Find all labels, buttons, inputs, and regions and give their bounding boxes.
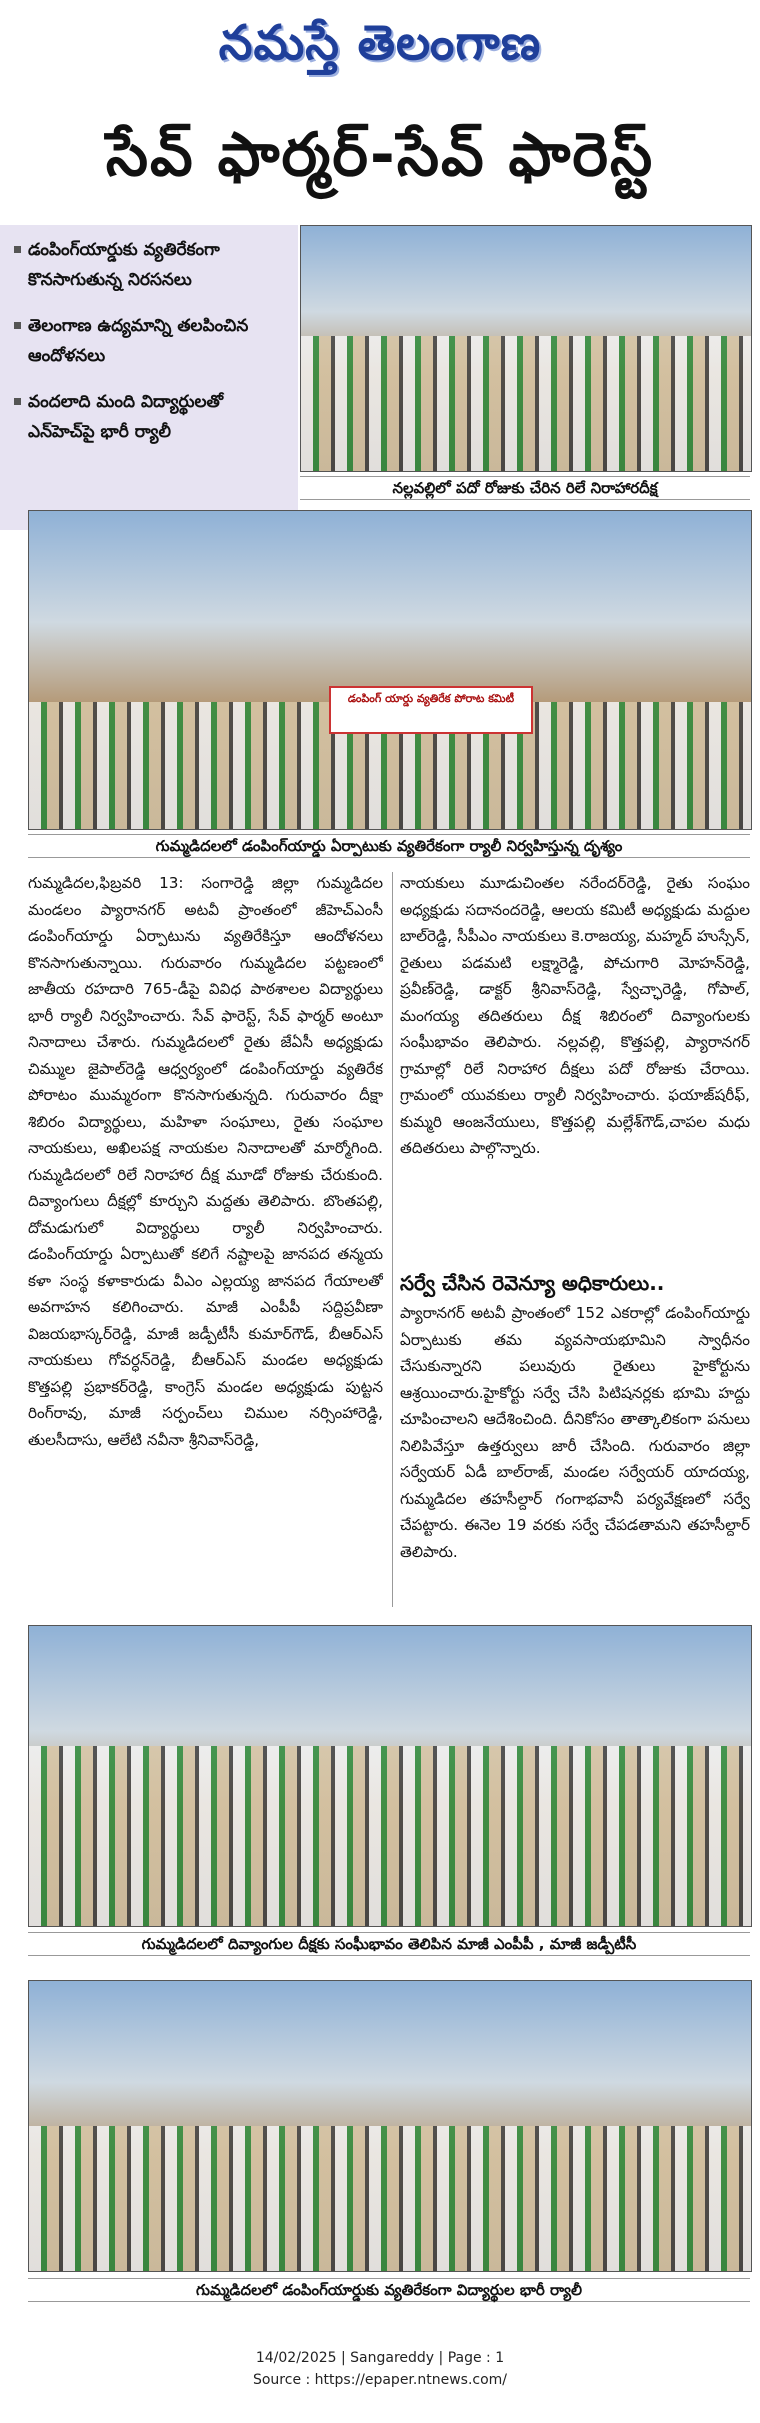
article-left-column: గుమ్మడిదల,ఫిబ్రవరి 13: సంగారెడ్డి జిల్లా గుమ్మడిదల మండలం ప్యారానగర్ అటవీ ప్రాంతంలో జీహెచ్‌ఎంసీ డంపింగ్‌యార్డు ఏర్పాటును వ్యతిరేకిస్తూ ఆందోళనలు కొనసాగుతున్నాయి. గురువారం గుమ్మడిదల పట్టణంలో జాతీయ రహదారి 765-డీపై వివిధ పాఠశాలల విద్యార్థులు భారీ ర్యాలీ నిర్వహించారు. సేవ్ ఫారెస్ట్, సేవ్ ఫార్మర్ అంటూ నినాదాలు చేశారు. గుమ్మడిదలలో రైతు జేఏసీ అధ్యక్షుడు చిమ్ముల జైపాల్‌రెడ్డి ఆధ్వర్యంలో డంపింగ్‌యార్డు వ్యతిరేక పోరాటం ముమ్మరంగా కొనసాగుతున్నది. గురువారం దీక్షా శిబిరం విద్యార్థులు, మహిళా సంఘాలు, రైతు సంఘాల నాయకులు, అఖిలపక్ష నాయకుల నినాదాలతో మార్మోగింది. గుమ్మడిదలలో రిలే నిరాహార దీక్ష మూడో రోజుకు చేరుకుంది. దివ్యాంగులు దీక్షల్లో కూర్చుని మద్దతు తెలిపారు. బొంతపల్లి, దోమడుగులో విద్యార్థులు ర్యాలీ నిర్వహించారు. డంపింగ్‌యార్డు ఏర్పాటుతో కలిగే నష్టాలపై జానపద తన్మయ కళా సంస్థ కళాకారుడు వీఎం ఎల్లయ్య జానపద గేయాలతో అవగాహన కలిగించారు. మాజీ ఎంపీపీ సద్దిప్రవీణా విజయభాస్కర్‌రెడ్డి, మాజీ జడ్పీటీసీ కుమార్‌గౌడ్, బీఆర్‌ఎస్ నాయకులు గోవర్ధన్‌రెడ్డి, బీఆర్‌ఎస్ మండల అధ్యక్షుడు కొత్తపల్లి ప్రభాకర్‌రెడ్డి, కాంగ్రెస్ మండల అధ్యక్షుడు పుట్టన రింగ్‌రావు, మాజీ సర్పంచ్‌లు చిముల నర్సింహారెడ్డి, తులసీదాసు, ఆలేటి నవీనా శ్రీనివాస్‌రెడ్డి,	[28, 874, 383, 1449]
article-right-column-bottom: ప్యారానగర్ అటవీ ప్రాంతంలో 152 ఎకరాల్లో డంపింగ్‌యార్డు ఏర్పాటుకు తమ వ్యవసాయభూమిని స్వాధీనం చేసుకున్నారని పలువురు రైతులు హైకోర్టును ఆశ్రయించారు.హైకోర్టు సర్వే చేసి పిటిషనర్లకు భూమి హద్దు చూపించాలని ఆదేశించింది. దీనికోసం తాత్కాలికంగా పనులు నిలిపివేస్తూ ఉత్తర్వులు జారీ చేసింది. గురువారం జిల్లా సర్వేయర్ ఏడీ బాల్‌రాజ్, మండల సర్వేయర్ యాదయ్య, గుమ్మడిదల తహసీల్దార్ గంగాభవానీ పర్యవేక్షణలో సర్వే చేపట్టారు. ఈనెల 19 వరకు సర్వే చేపడతామని తహసీల్దార్ తెలిపారు.	[400, 1304, 750, 1561]
footer-edition-info: 14/02/2025 | Sangareddy | Page : 1	[255, 2350, 505, 2366]
photo-solidarity-visit	[28, 1625, 752, 1927]
article-right-column-top: నాయకులు మూడుచింతల నరేందర్‌రెడ్డి, రైతు సంఘం అధ్యక్షుడు సదానందరెడ్డి, ఆలయ కమిటీ అధ్యక్షుడు మద్దుల బాల్‌రెడ్డి, సీపీఎం నాయకులు కె.రాజయ్య, మహ్మద్ హుస్సేన్, రైతులు పడమటి లక్ష్మారెడ్డి, పోచుగారి మోహన్‌రెడ్డి, ప్రవీణ్‌రెడ్డి, డాక్టర్ శ్రీనివాస్‌రెడ్డి, స్వేచ్ఛారెడ్డి, గోపాల్, మంగయ్య తదితరులు దీక్ష శిబిరంలో దివ్యాంగులకు సంఘీభావం తెలిపారు. నల్లవల్లి, కొత్తపల్లి, ప్యారానగర్ గ్రామాల్లో రిలే నిరాహార దీక్షలు పదో రోజుకు చేరాయి. గ్రామంలో యువకులు ర్యాలీ నిర్వహించారు. ఫయాజ్‌షరీఫ్, కుమ్మరి ఆంజనేయులు, కొత్తపల్లి మల్లేశ్‌గౌడ్,చాపల మధు తదితరులు పాల్గొన్నారు.	[400, 874, 750, 1157]
masthead-logo: నమస్తే తెలంగాణ	[218, 15, 542, 71]
footer-source: Source : https://epaper.ntnews.com/	[252, 2372, 508, 2388]
highlight-item: డంపింగ్‌యార్డుకు వ్యతిరేకంగా కొనసాగుతున్న నిరసనలు	[14, 235, 288, 295]
photo-caption: గుమ్మడిదలలో డంపింగ్‌యార్డు ఏర్పాటుకు వ్యతిరేకంగా ర్యాలీ నిర్వహిస్తున్న దృశ్యం	[28, 834, 750, 858]
photo-hunger-strike	[300, 225, 752, 472]
highlights-box	[0, 225, 298, 530]
protest-banner: డంపింగ్ యార్డు వ్యతిరేక పోరాట కమిటీ	[329, 686, 533, 734]
headline: సేవ్ ఫార్మర్-సేవ్ ఫారెస్ట్	[105, 120, 655, 190]
photo-caption: గుమ్మడిదలలో డంపింగ్‌యార్డుకు వ్యతిరేకంగా విద్యార్థుల భారీ ర్యాలీ	[28, 2278, 750, 2302]
photo-student-rally	[28, 1980, 752, 2272]
photo-caption: నల్లవల్లిలో పదో రోజుకు చేరిన రిలే నిరాహారదీక్ష	[300, 476, 750, 500]
highlight-item: తెలంగాణ ఉద్యమాన్ని తలపించిన ఆందోళనలు	[14, 311, 288, 371]
highlight-item: వందలాది మంది విద్యార్థులతో ఎన్‌హెచ్‌పై భారీ ర్యాలీ	[14, 387, 288, 447]
photo-rally-banner	[28, 510, 752, 830]
photo-caption: గుమ్మడిదలలో దివ్యాంగుల దీక్షకు సంఘీభావం తెలిపిన మాజీ ఎంపీపీ , మాజీ జడ్పీటీసీ	[28, 1932, 750, 1956]
column-divider	[392, 872, 393, 1607]
article-subheading: సర్వే చేసిన రెవెన్యూ అధికారులు..	[400, 1271, 665, 1295]
